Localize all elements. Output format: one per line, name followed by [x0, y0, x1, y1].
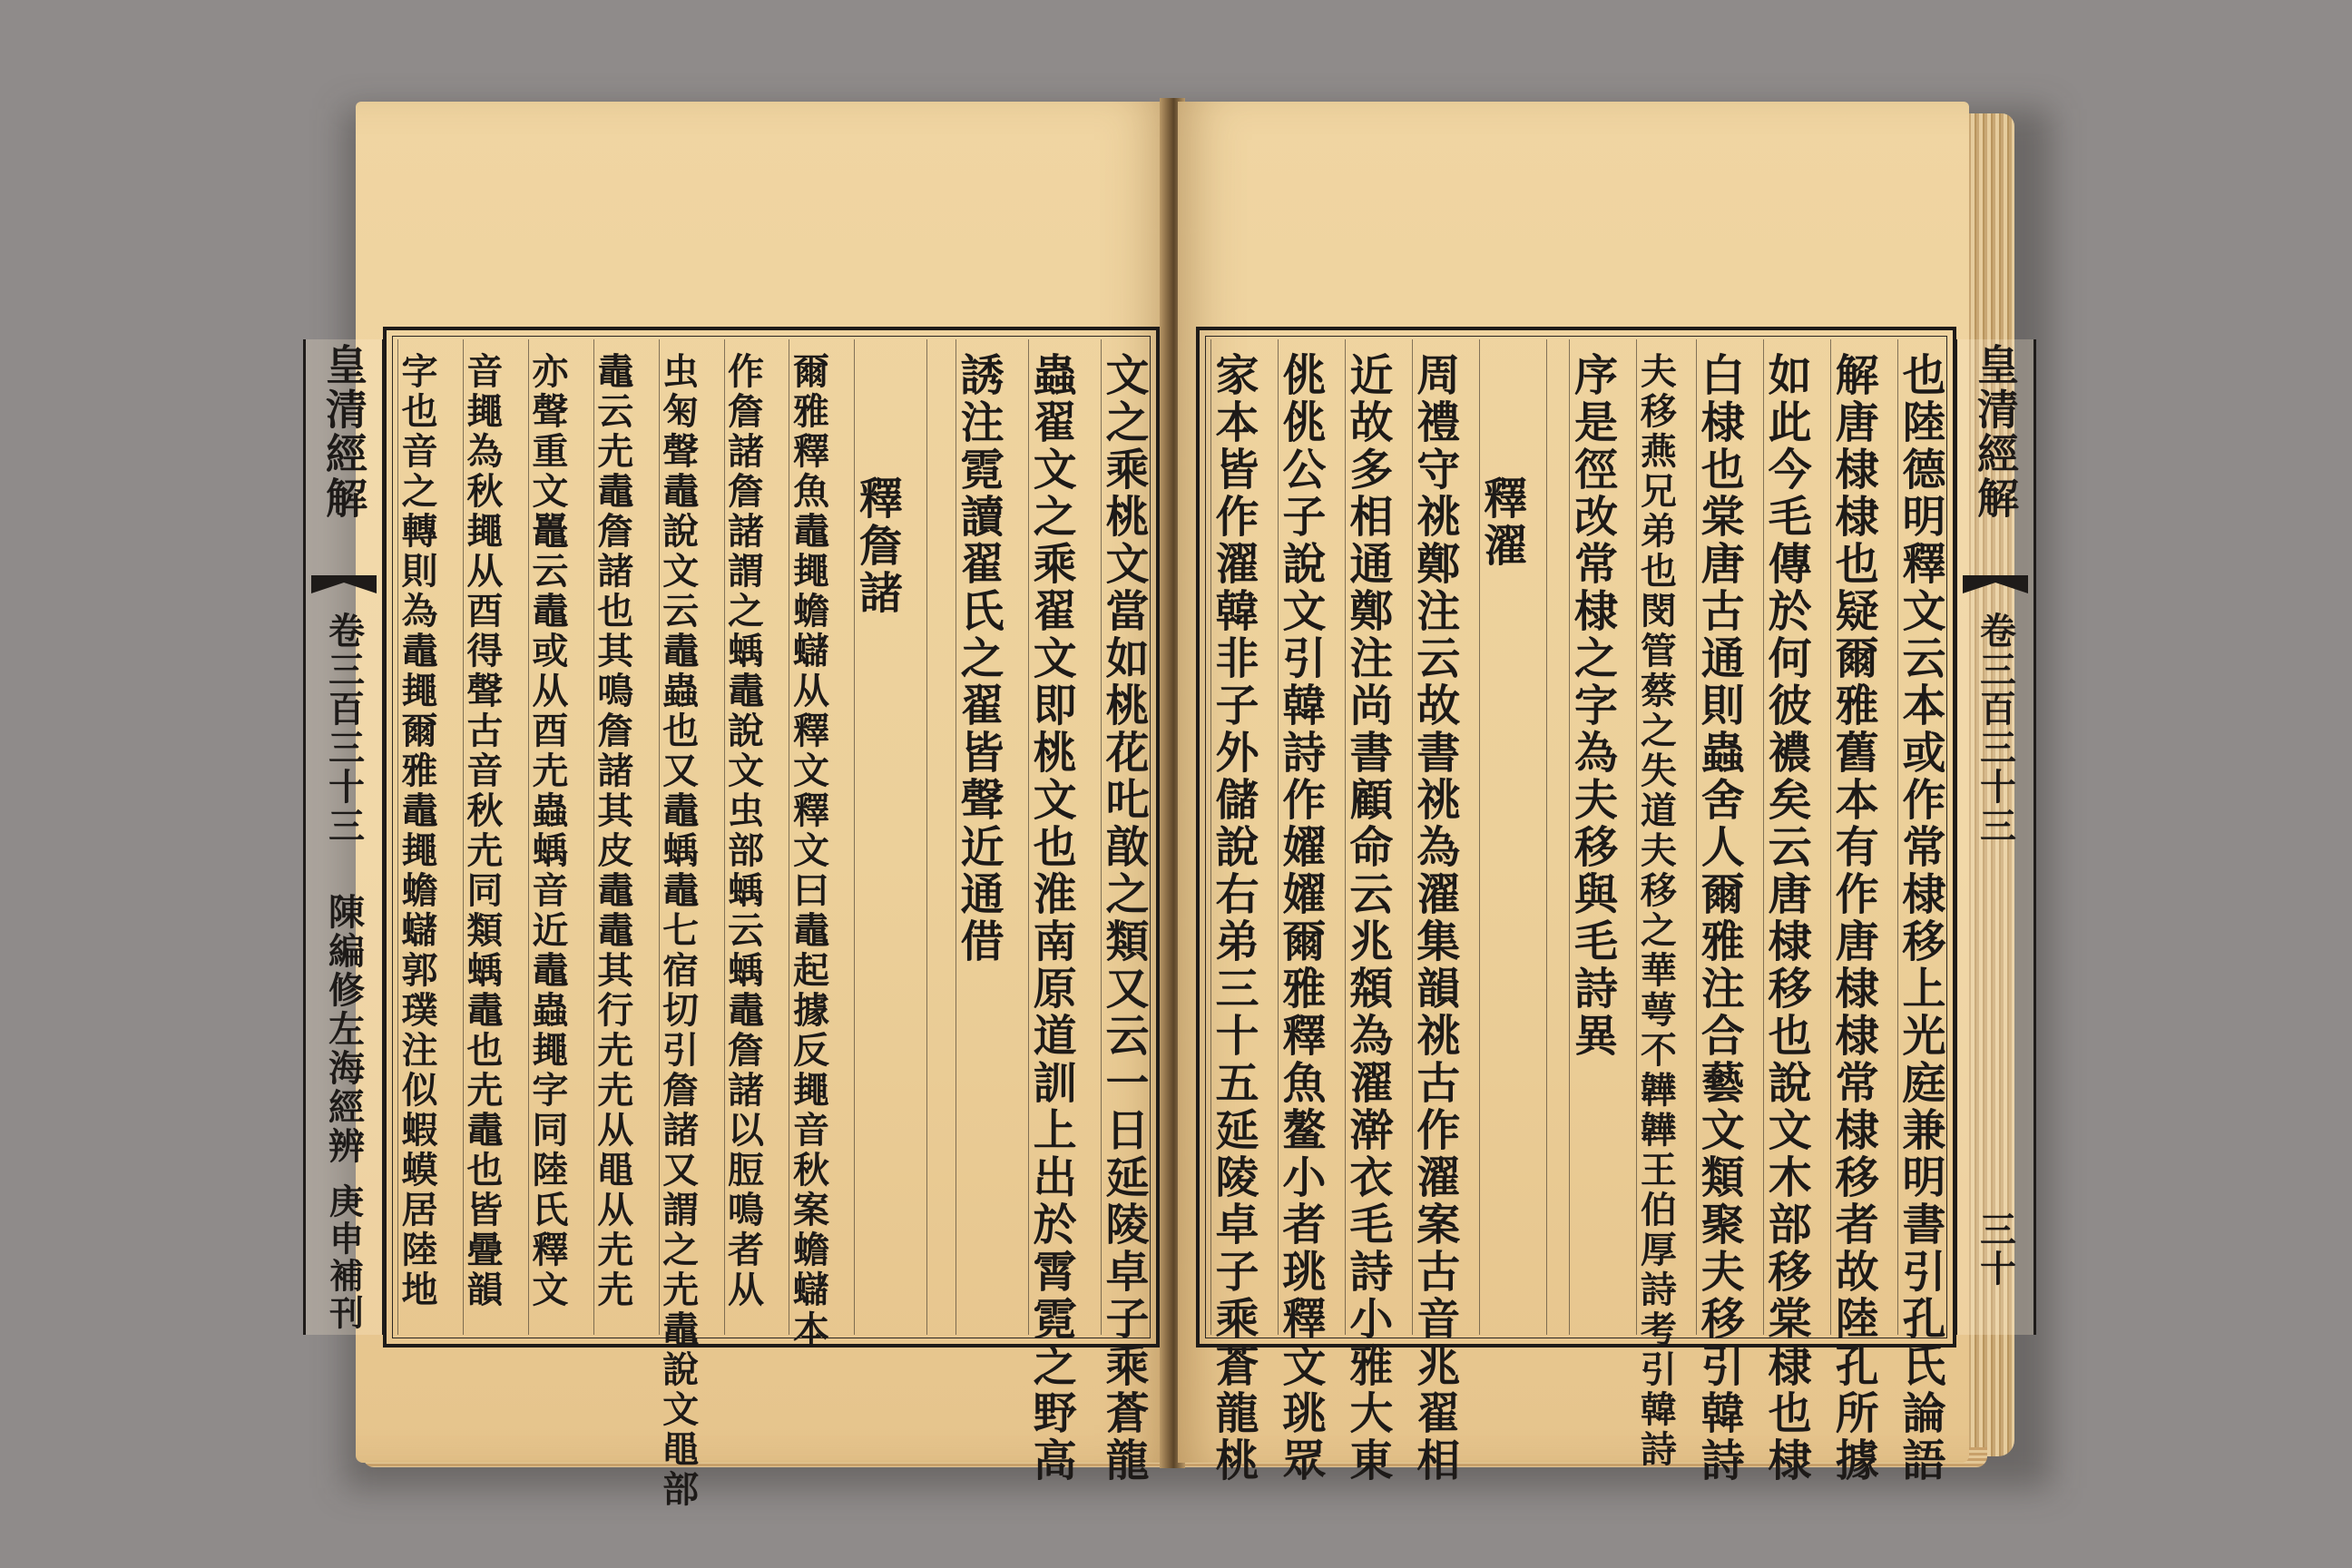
section-heading: 釋詹諸	[854, 339, 898, 1335]
blank-column	[926, 339, 927, 1335]
right-text-frame	[1196, 327, 2020, 1485]
text-column: 虫匊聲鼃說文云鼃蟲也又鼃蝺鼃七宿切引詹諸又謂之圥鼃說文黽部	[659, 339, 696, 1335]
left-page	[319, 102, 1169, 1510]
text-column: 亦聲重文鼉云鼃或从酉圥蟲蝺音近鼃蟲䵷字同陸氏釋文	[528, 339, 565, 1335]
text-column: 字也音之轉則為鼃䵷爾雅鼃䵷蟾蠩郭璞注似蝦蟆居陸地	[397, 339, 435, 1335]
text-column: 誘注霓讀翟氏之翟皆聲近通借	[956, 339, 1000, 1335]
right-spine-volume: 卷三百三十三	[1974, 612, 2017, 846]
text-column: 作詹諸詹諸謂之蝺鼃說文虫部蝺云蝺鼃詹諸以脰鳴者从	[724, 339, 761, 1335]
text-column: 也陸德明釋文云本或作常棣移上光庭兼明書引孔氏論語	[1897, 339, 1942, 1335]
text-column: 夫移燕兄弟也閔管蔡之失道夫移之華萼不韡韡王伯厚詩考引韓詩	[1636, 339, 1673, 1335]
fishtail-mark	[311, 575, 377, 593]
text-column: 音䵷為秋䵷从酉得聲古音秋圥同類蝺鼃也圥鼃也皆曡韻	[463, 339, 500, 1335]
left-spine-column	[303, 339, 385, 1335]
text-column: 近故多相通鄭注尚書顧命云兆頮為濯澣衣毛詩小雅大東	[1345, 339, 1389, 1335]
left-spine-title: 皇清經解	[319, 343, 368, 521]
left-spine-section: 陳編修左海經辨	[322, 893, 366, 1166]
text-column: 鼃云圥鼃詹諸也其鳴詹諸其皮鼃鼃其行圥圥从黽从圥圥	[593, 339, 631, 1335]
blank-column	[1546, 339, 1547, 1335]
left-spine-volume: 卷三百三十三	[322, 612, 366, 846]
section-heading: 釋濯	[1479, 339, 1524, 1335]
text-column: 文之乘桃文當如桃花𠮟㪟之類又云一日延陵卓子乘蒼龍	[1101, 339, 1145, 1335]
text-column: 爾雅釋魚鼃䵷蟾蠩从釋文釋文曰鼃起據反䵷音秋案蟾蠩本	[789, 339, 826, 1335]
text-column: 家本皆作濯韓非子外儲說右弟三十五延陵卓子乘蒼龍桃	[1210, 339, 1255, 1335]
right-page	[1178, 102, 2020, 1485]
text-column: 蟲翟文之乘翟文即桃文也淮南原道訓上出於霄霓之野高	[1028, 339, 1073, 1335]
right-spine-folio: 三十	[1974, 1210, 2017, 1289]
text-column: 如此今毛傳於何彼襛矣云唐棣移也說文木部移棠棣也棣	[1763, 339, 1808, 1335]
text-column: 解唐棣棣也疑爾雅舊本有作唐棣棣常棣移者故陸孔所據	[1830, 339, 1875, 1335]
text-column: 周禮守祧鄭注云故書祧為濯集韻祧古作濯案古音兆翟相	[1412, 339, 1456, 1335]
left-columns	[396, 339, 1149, 1510]
left-text-frame	[319, 327, 1160, 1510]
left-spine-footer: 庚申補刊	[323, 1183, 365, 1332]
fishtail-mark	[1963, 575, 2028, 593]
text-column: 佻佻公子說文引韓詩作嬥嬥爾雅釋魚鳌小者珧釋文珧眾	[1278, 339, 1322, 1335]
text-column: 白棣也棠唐古通則蟲舍人爾雅注合藝文類聚夫移引韓詩	[1696, 339, 1740, 1335]
text-column: 序是徑改常棣之字為夫移與毛詩異	[1569, 339, 1613, 1335]
right-spine-title: 皇清經解	[1971, 343, 2020, 521]
right-columns	[1208, 339, 1945, 1485]
right-spine-column	[1955, 339, 2036, 1335]
